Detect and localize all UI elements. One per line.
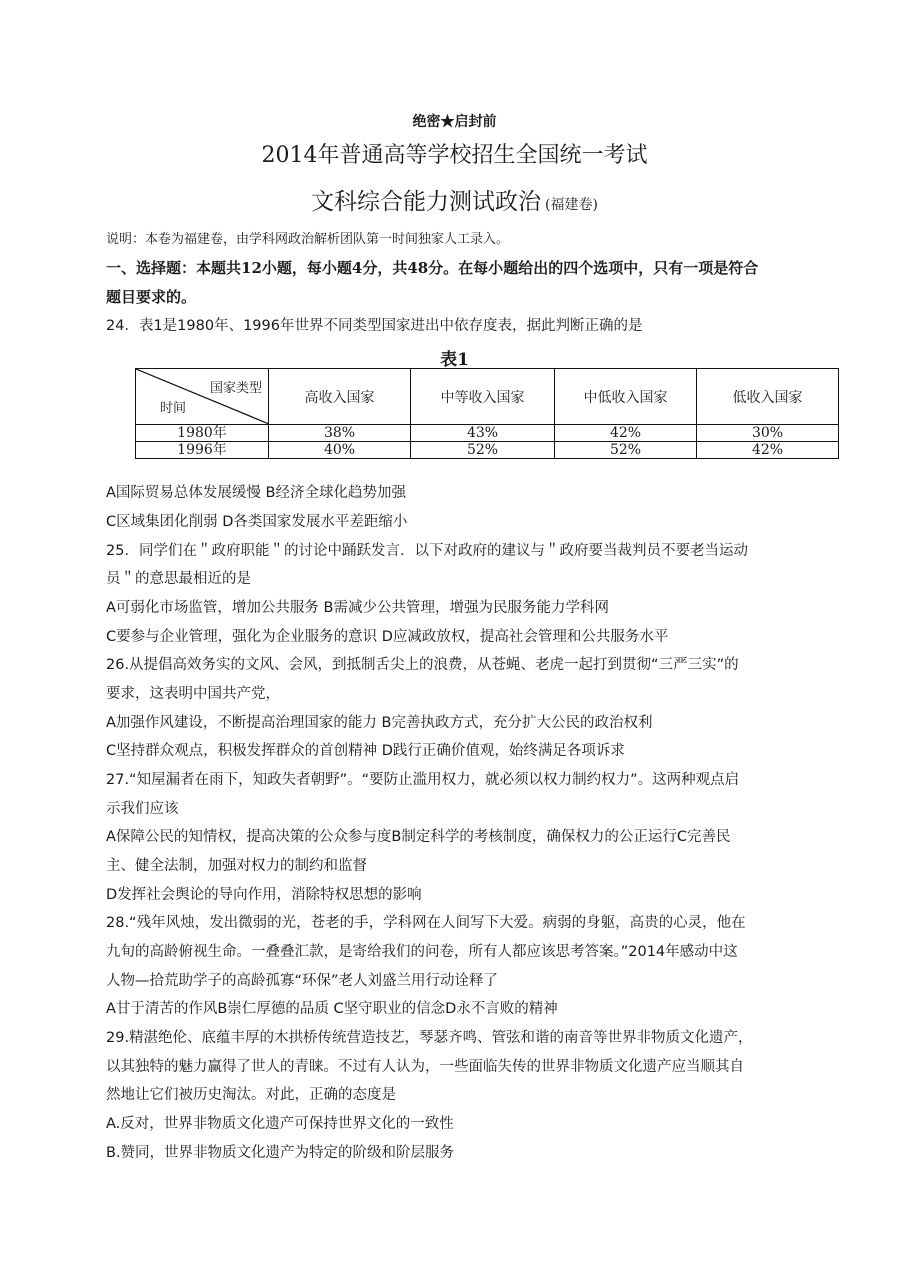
exam-title: 2014年普通高等学校招生全国统一考试	[261, 143, 648, 168]
q25-stem-2: 员＂的意思最相近的是	[106, 571, 251, 587]
q25-options-2: C要参与企业管理，强化为企业服务的意识 D应减政放权，提高社会管理和公共服务水平	[106, 629, 669, 645]
q27-options-2: 主、健全法制，加强对权力的制约和监督	[106, 858, 367, 874]
confidential-label: 绝密★启封前	[412, 114, 497, 130]
table-cell: 38%	[269, 425, 411, 442]
q29-stem-3: 然地让它们被历史淘汰。对此，正确的态度是	[106, 1087, 396, 1103]
header-country-type: 国家类型	[209, 381, 262, 396]
q26-stem-1: 26.从提倡高效务实的文风、会风，到抵制舌尖上的浪费，从苍蝇、老虎一起打到贯彻“三严三实”的	[106, 657, 739, 673]
q27-stem-1: 27.“知屋漏者在雨下，知政失者朝野”。“要防止滥用权力，就必须以权力制约权力”。这两种观点启	[106, 772, 740, 788]
q26-options-2: C坚持群众观点，积极发挥群众的首创精神 D践行正确价值观，始终满足各项诉求	[106, 743, 625, 759]
table-corner-cell	[136, 369, 269, 425]
header-time: 时间	[160, 401, 187, 416]
q26-options-1: A加强作风建设，不断提高治理国家的能力 B完善执政方式，充分扩大公民的政治权利	[106, 715, 653, 731]
table-cell: 30%	[697, 425, 839, 442]
q24-stem: 24．表1是1980年、1996年世界不同类型国家进出中依存度表，据此判断正确的是	[106, 318, 643, 334]
table-cell: 42%	[697, 442, 839, 459]
row-year: 1996年	[136, 442, 269, 459]
q24-options-2: C区域集团化削弱 D各类国家发展水平差距缩小	[106, 514, 408, 530]
q25-stem-1: 25．同学们在＂政府职能＂的讨论中踊跃发言．以下对政府的建议与＂政府要当裁判员不要老当运动	[106, 543, 748, 559]
row-year: 1980年	[136, 425, 269, 442]
q28-stem-2: 九旬的高龄俯视生命。一叠叠汇款，是寄给我们的问卷，所有人都应该思考答案。”2014年感动中这	[106, 944, 738, 960]
column-header: 中等收入国家	[411, 369, 555, 425]
q26-stem-2: 要求，这表明中国共产党，	[106, 686, 280, 702]
q27-options-1: A保障公民的知情权，提高决策的公众参与度B制定科学的考核制度，确保权力的公正运行C完善民	[106, 829, 731, 845]
q29-stem-1: 29.精湛绝伦、底蕴丰厚的木拱桥传统营造技艺，琴瑟齐鸣、管弦和谐的南音等世界非物质文化遗产，	[106, 1030, 753, 1046]
q28-options: A甘于清苦的作风B崇仁厚德的品质 C坚守职业的信念D永不言败的精神	[106, 1001, 558, 1017]
column-header: 中低收入国家	[555, 369, 697, 425]
table-cell: 52%	[411, 442, 555, 459]
q27-options-3: D发挥社会舆论的导向作用，消除特权思想的影响	[106, 887, 422, 903]
table-caption: 表1	[440, 350, 469, 370]
exam-subtitle	[0, 183, 909, 216]
section-heading-line1: 一、选择题：本题共12小题，每小题4分，共48分。在每小题给出的四个选项中，只有一项是符合	[106, 259, 759, 277]
subtitle-text: 文科综合能力测试政治	[311, 189, 542, 215]
table-cell: 42%	[555, 425, 697, 442]
q24-options-1: A国际贸易总体发展缓慢 B经济全球化趋势加强	[106, 485, 406, 501]
table-row	[136, 442, 839, 459]
intro-note: 说明：本卷为福建卷，由学科网政治解析团队第一时间独家人工录入。	[106, 232, 510, 247]
table-cell: 43%	[411, 425, 555, 442]
subtitle-region: (福建卷)	[545, 197, 598, 213]
q29-stem-2: 以其独特的魅力赢得了世人的青睐。不过有人认为，一些面临失传的世界非物质文化遗产应当顺其自	[106, 1059, 744, 1075]
dependency-table	[135, 368, 839, 459]
table-row	[136, 425, 839, 442]
q27-stem-2: 示我们应该	[106, 801, 179, 817]
table-header-row	[136, 369, 839, 425]
q29-option-a: A.反对，世界非物质文化遗产可保持世界文化的一致性	[106, 1116, 454, 1132]
table-cell: 40%	[269, 442, 411, 459]
column-header: 低收入国家	[697, 369, 839, 425]
column-header: 高收入国家	[269, 369, 411, 425]
q29-option-b: B.赞同，世界非物质文化遗产为特定的阶级和阶层服务	[106, 1145, 455, 1161]
q25-options-1: A可弱化市场监管，增加公共服务 B需减少公共管理，增强为民服务能力学科网	[106, 600, 609, 616]
q28-stem-3: 人物—拾荒助学子的高龄孤寡“环保”老人刘盛兰用行动诠释了	[106, 973, 499, 989]
table-cell: 52%	[555, 442, 697, 459]
q28-stem-1: 28.“残年风烛，发出微弱的光，苍老的手，学科网在人间写下大爱。病弱的身躯，高贵的心灵，他在	[106, 915, 746, 931]
section-heading-line2: 题目要求的。	[106, 288, 197, 306]
